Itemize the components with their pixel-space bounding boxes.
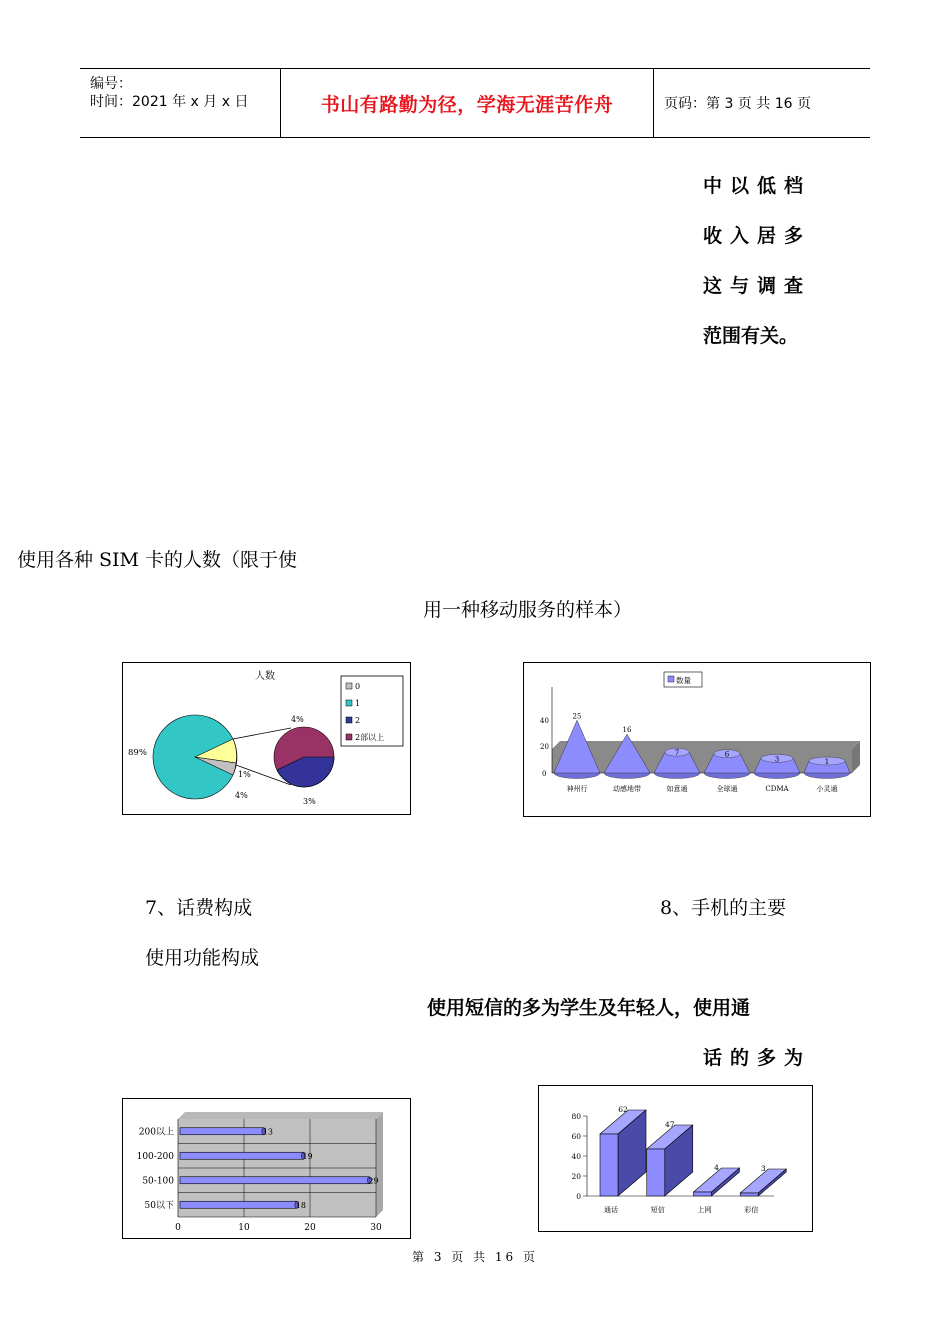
pie-label-4a: 4% [235,791,248,800]
header-page-cell [654,69,870,137]
legend-swatch-1 [346,700,352,706]
func-bar-3 [740,1193,758,1196]
cone-category-label-0: 神州行 [566,785,588,793]
right-line-2: 收入居多 [703,225,812,247]
section-7-title: 7、话费构成 [145,897,253,919]
sim-pie-svg [123,663,410,814]
brand-cone-chart [523,662,871,817]
serial-label: 编号： [90,76,132,92]
fee-category-label-0: 200以上 [138,1127,174,1138]
fee-plot-side [376,1112,383,1217]
sim-heading-2: 用一种移动服务的样本） [423,599,633,621]
function-bar-chart [538,1085,813,1232]
fee-xtick-3: 30 [370,1223,382,1233]
cone-category-label-4: CDMA [765,785,789,793]
sms-line-2: 话的多为 [703,1047,812,1069]
function-bar-svg [539,1086,812,1231]
right-line-1: 中以低档 [703,175,812,197]
pie-label-3: 3% [303,797,316,806]
cone-category-label-5: 小灵通 [816,785,838,793]
func-value-label-0: 62 [618,1105,628,1114]
func-ytick-4: 80 [571,1112,581,1121]
fee-xtick-0: 0 [175,1223,181,1233]
legend-label-0: 0 [355,682,361,691]
cone-category-label-1: 动感地带 [613,785,641,793]
cone-ytick-0: 0 [542,770,547,778]
func-category-label-1: 短信 [650,1206,665,1214]
date-label: 时间：2021 年 x 月 x 日 [90,94,249,110]
func-bar-2 [694,1192,712,1196]
func-value-label-2: 4 [714,1163,719,1172]
func-ytick-1: 20 [571,1172,581,1181]
cone-category-label-3: 全球通 [716,785,738,793]
sim-heading-1: 使用各种 SIM 卡的人数（限于使 [17,549,298,571]
legend-swatch-0 [346,683,352,689]
fee-category-label-3: 50以下 [144,1200,174,1211]
func-value-label-1: 47 [664,1120,675,1129]
fee-value-label-2: 29 [368,1176,379,1186]
header-meta-cell [80,69,281,137]
cone-category-label-2: 如意通 [666,785,688,793]
cone-value-label-3: 6 [724,750,730,759]
fee-xtick-2: 20 [304,1223,316,1233]
right-line-4: 范围有关。 [703,325,799,347]
fee-category-label-1: 100-200 [136,1151,174,1162]
cone-legend-label: 数量 [676,676,691,685]
func-category-label-3: 彩信 [744,1206,759,1214]
motto: 书山有路勤为径，学海无涯苦作舟 [320,93,614,116]
cone-value-label-5: 1 [824,758,830,766]
fee-category-label-2: 50-100 [142,1176,174,1187]
cone-ytick-20: 20 [540,743,549,751]
pie-label-89: 89% [128,748,147,758]
brand-cone-svg [524,663,870,816]
func-bar-1 [647,1149,665,1196]
legend-label-3: 2部以上 [355,733,385,742]
pie-label-4b: 4% [291,715,304,724]
page-label: 页码：第 3 页 共 16 页 [664,96,811,112]
header-motto-cell [281,69,654,137]
func-ytick-0: 0 [576,1192,581,1201]
pie-title: 人数 [255,671,275,682]
fee-value-label-1: 19 [302,1151,313,1161]
fee-plot-top [178,1112,383,1119]
fee-bar-chart [122,1098,411,1239]
cone-back-wall-top [552,741,860,749]
fee-bar-0 [180,1128,264,1135]
legend-label-2: 2 [355,716,361,725]
fee-bar-3 [180,1201,297,1208]
cone-value-label-2: 7 [674,749,680,758]
cone-ytick-40: 40 [540,717,549,725]
section-8-cont: 使用功能构成 [145,947,260,969]
cone-legend-swatch [668,676,674,682]
sms-line: 使用短信的多为学生及年轻人，使用通 [427,997,751,1019]
func-bar-0 [600,1134,618,1196]
pie-label-1: 1% [238,770,251,779]
func-marks [571,1105,786,1214]
func-ytick-2: 40 [571,1152,581,1161]
page-footer: 第 3 页 共 16 页 [412,1250,538,1264]
fee-bar-svg [123,1099,410,1238]
fee-value-label-3: 18 [295,1200,306,1210]
legend-swatch-3 [346,734,352,740]
func-category-label-2: 上网 [697,1206,712,1214]
legend-label-1: 1 [355,699,361,708]
fee-value-label-0: 13 [262,1127,273,1137]
cone-value-label-1: 16 [622,726,632,735]
fee-bar-2 [180,1177,369,1184]
section-8-title: 8、手机的主要 [660,897,787,919]
legend-swatch-2 [346,717,352,723]
right-line-3: 这与调查 [703,275,812,297]
func-category-label-0: 通话 [604,1206,618,1214]
cone-value-label-4: 3 [774,755,780,764]
func-ytick-3: 60 [571,1132,581,1141]
fee-bar-1 [180,1152,303,1159]
cone-value-label-0: 25 [572,712,582,721]
func-value-label-3: 3 [760,1164,766,1173]
sim-pie-chart [122,662,411,815]
fee-xtick-1: 10 [238,1223,250,1233]
page-header [80,68,870,138]
